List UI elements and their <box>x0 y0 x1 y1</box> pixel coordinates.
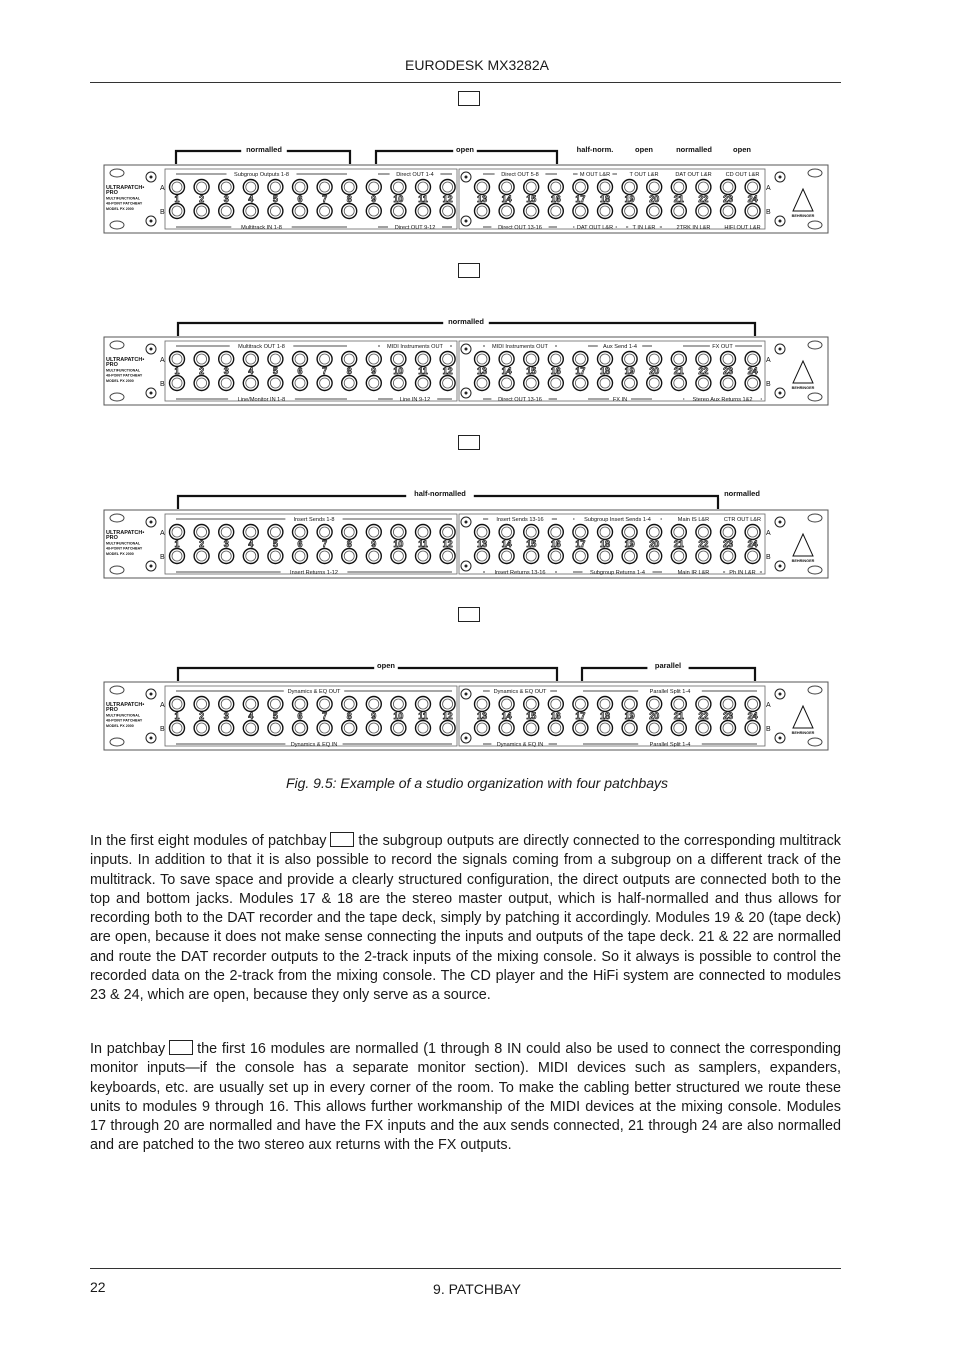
row-letter-b: B <box>160 209 165 216</box>
jack-number: 14 <box>501 539 512 549</box>
brand-text: 48-POINT PATCHBAY <box>106 373 143 378</box>
brand-text: 48-POINT PATCHBAY <box>106 718 143 723</box>
jack-number: 18 <box>599 366 611 376</box>
screw-center <box>779 693 782 696</box>
logo-text: BEHRINGER <box>791 214 815 218</box>
group-label: half-norm. <box>576 145 614 154</box>
jack-number: 4 <box>248 539 254 549</box>
jack-number: 24 <box>747 539 758 549</box>
row-letter-a: A <box>766 530 771 537</box>
screw-center <box>465 220 468 223</box>
jack-number: 23 <box>722 539 734 549</box>
screw-center <box>465 348 468 351</box>
jack-group-label: Direct OUT 5-8 <box>501 172 539 178</box>
screw-center <box>779 176 782 179</box>
jack-number: 15 <box>526 711 537 721</box>
jack-number: 22 <box>698 539 709 549</box>
jack-number: 13 <box>476 366 488 376</box>
jack-group-label: Subgroup Returns 1-4 <box>589 570 646 576</box>
screw-center <box>779 220 782 223</box>
jack-group-label: Multitrack IN 1-8 <box>241 225 282 231</box>
jack-number: 20 <box>649 194 660 204</box>
jack-group-label: T IN L&R <box>632 225 656 231</box>
jack-number: 8 <box>346 539 352 549</box>
screw-center <box>465 693 468 696</box>
brand-text: PRO <box>106 535 118 542</box>
jack-group-label: MIDI Instruments OUT <box>492 344 548 350</box>
logo-text: BEHRINGER <box>791 386 815 390</box>
jack-number: 21 <box>673 194 684 204</box>
jack-number: 11 <box>418 539 428 549</box>
jack-number: 23 <box>722 194 734 204</box>
jack-group-label: Dynamics & EQ IN <box>496 742 544 748</box>
jack-number: 18 <box>599 711 611 721</box>
jack-number: 5 <box>272 539 278 549</box>
jack-number: 5 <box>272 366 278 376</box>
jack-number: 15 <box>526 366 537 376</box>
group-bracket <box>178 668 557 681</box>
jack-group-label: Direct OUT 1-4 <box>396 172 434 178</box>
jack-number: 4 <box>248 711 254 721</box>
jack-group-label: Insert Sends 13-16 <box>496 517 544 523</box>
jack-group-label: 2TRK IN L&R <box>676 225 711 231</box>
jack-number: 19 <box>624 366 635 376</box>
jack-number: 7 <box>322 539 328 549</box>
jack-number: 11 <box>418 366 428 376</box>
brand-text: MULTIFUNCTIONAL <box>106 196 141 201</box>
page-number: 22 <box>90 1279 106 1295</box>
jack-group-label: Direct OUT 13-16 <box>498 397 542 403</box>
jack-number: 9 <box>371 194 377 204</box>
screw-center <box>779 521 782 524</box>
jack-number: 19 <box>624 711 635 721</box>
jack-number: 1 <box>174 194 180 204</box>
jack-number: 8 <box>346 194 352 204</box>
brand-text: 48-POINT PATCHBAY <box>106 201 143 206</box>
screw-center <box>465 565 468 568</box>
screw-center <box>150 521 153 524</box>
paragraph-1-start: In the first eight modules of patchbay <box>90 833 327 849</box>
row-letter-a: A <box>160 530 165 537</box>
row-letter-b: B <box>160 726 165 733</box>
jack-number: 2 <box>199 539 205 549</box>
jack-number: 10 <box>393 194 404 204</box>
group-label: open <box>456 145 474 154</box>
jack-number: 12 <box>442 194 453 204</box>
jack-number: 24 <box>747 194 758 204</box>
jack-group-label: T OUT L&R <box>629 172 659 178</box>
jack-number: 11 <box>418 711 428 721</box>
jack-group-label: Parallel Split 1-4 <box>649 689 691 695</box>
jack-group-label: Line/Monitor IN 1-8 <box>237 397 286 403</box>
brand-text: ULTRAPATCH• <box>106 185 145 191</box>
logo-text: BEHRINGER <box>791 731 815 735</box>
jack-group-label: Subgroup Outputs 1-8 <box>233 172 290 178</box>
jack-number: 5 <box>272 711 278 721</box>
jack-number: 24 <box>747 711 758 721</box>
jack-number: 16 <box>550 194 561 204</box>
jack-number: 10 <box>393 366 404 376</box>
patchbay-panel <box>104 165 828 233</box>
jack-group-label: Dynamics & EQ OUT <box>287 689 341 695</box>
brand-text: ULTRAPATCH• <box>106 530 145 536</box>
patchbay-panel <box>104 682 828 750</box>
jack-number: 1 <box>174 539 180 549</box>
jack-number: 24 <box>747 366 758 376</box>
row-letter-b: B <box>766 209 771 216</box>
brand-text: MODEL PX 2000 <box>106 378 134 383</box>
jack-number: 7 <box>322 366 328 376</box>
screw-center <box>779 392 782 395</box>
jack-group-label: FX OUT <box>712 344 733 350</box>
paragraph-2-rest: the first 16 modules are normalled (1 through 8 IN could also be used to connect the corresponding monitor inputs—if the console has a separate monitor section). MIDI devices such as samplers, expanders, keyboards, etc. are usually set up in every corner of the room. To make the cabling better structured we route these units to modules 9 through 16. This allows further workmanship of the MIDI devices at the mixing console. Modules 17 through 20 are normalled and have the FX inputs and the aux sends connected, 21 through 24 are also normalled and are patched to the two stereo aux returns with the FX outputs. <box>90 1041 841 1154</box>
row-letter-a: A <box>766 702 771 709</box>
jack-number: 17 <box>575 194 586 204</box>
jack-number: 8 <box>346 711 352 721</box>
figure-caption: Fig. 9.5: Example of a studio organization with four patchbays <box>285 775 669 791</box>
jack-number: 6 <box>297 194 303 204</box>
jack-number: 2 <box>199 366 205 376</box>
row-letter-a: A <box>160 185 165 192</box>
brand-text: MULTIFUNCTIONAL <box>106 368 141 373</box>
inline-patchbay-box <box>330 832 354 847</box>
jack-number: 6 <box>297 366 303 376</box>
jack-number: 13 <box>476 711 488 721</box>
jack-group-label: DAT OUT L&R <box>576 225 614 231</box>
row-letter-b: B <box>766 381 771 388</box>
brand-text: ULTRAPATCH• <box>106 702 145 708</box>
paragraph-1 <box>90 832 841 1006</box>
row-letter-b: B <box>766 726 771 733</box>
jack-number: 19 <box>624 539 635 549</box>
jack-number: 13 <box>476 539 488 549</box>
jack-number: 20 <box>649 539 660 549</box>
jack-number: 21 <box>673 366 684 376</box>
jack-group-label: FX IN <box>612 397 628 403</box>
jack-number: 10 <box>393 711 404 721</box>
row-letter-b: B <box>766 554 771 561</box>
jack-number: 3 <box>223 194 229 204</box>
row-letter-a: A <box>766 357 771 364</box>
jack-number: 6 <box>297 539 303 549</box>
screw-center <box>465 392 468 395</box>
jack-group-label: Insert Sends 1-8 <box>293 517 335 523</box>
screw-center <box>465 737 468 740</box>
jack-number: 18 <box>599 539 611 549</box>
brand-text: MODEL PX 2000 <box>106 551 134 556</box>
jack-number: 5 <box>272 194 278 204</box>
logo-text: BEHRINGER <box>791 559 815 563</box>
jack-group-label: Direct OUT 9-12 <box>394 225 436 231</box>
jack-number: 17 <box>575 711 586 721</box>
jack-number: 17 <box>575 539 586 549</box>
jack-number: 21 <box>673 539 684 549</box>
jack-group-label: Stereo Aux Returns 1&2 <box>692 397 753 403</box>
screw-center <box>779 348 782 351</box>
jack-group-label: HIFI OUT L&R <box>724 225 761 231</box>
screw-center <box>150 693 153 696</box>
jack-number: 11 <box>418 194 428 204</box>
jack-number: 15 <box>526 539 537 549</box>
jack-number: 10 <box>393 539 404 549</box>
screw-center <box>150 348 153 351</box>
screw-center <box>465 521 468 524</box>
jack-number: 7 <box>322 711 328 721</box>
group-label: normalled <box>676 145 712 154</box>
jack-number: 9 <box>371 366 377 376</box>
jack-group-label: MIDI Instruments OUT <box>387 344 443 350</box>
jack-group-label: Dynamics & EQ IN <box>290 742 338 748</box>
screw-center <box>779 565 782 568</box>
jack-number: 9 <box>371 539 377 549</box>
jack-group-label: Parallel Split 1-4 <box>649 742 691 748</box>
jack-number: 3 <box>223 711 229 721</box>
jack-number: 17 <box>575 366 586 376</box>
jack-number: 22 <box>698 194 709 204</box>
group-label: normalled <box>724 489 760 498</box>
patchbay-panel <box>104 510 828 578</box>
jack-number: 16 <box>550 366 561 376</box>
brand-text: PRO <box>106 190 118 197</box>
screw-center <box>150 176 153 179</box>
row-letter-a: A <box>160 357 165 364</box>
footer-rule <box>90 1268 841 1269</box>
jack-group-label: Subgroup Insert Sends 1-4 <box>584 517 651 523</box>
jack-number: 23 <box>722 711 734 721</box>
jack-group-label: CD OUT L&R <box>725 172 760 178</box>
jack-number: 4 <box>248 366 254 376</box>
section-title: 9. PATCHBAY <box>433 1281 521 1297</box>
jack-group-label: CTR OUT L&R <box>723 517 762 523</box>
group-label: open <box>377 661 395 670</box>
jack-number: 20 <box>649 711 660 721</box>
screw-center <box>150 737 153 740</box>
group-label: parallel <box>654 661 682 670</box>
jack-number: 21 <box>673 711 684 721</box>
jack-group-label: Multitrack OUT 1-8 <box>238 344 285 350</box>
jack-number: 20 <box>649 366 660 376</box>
paragraph-2-start: In patchbay <box>90 1041 166 1057</box>
jack-number: 13 <box>476 194 488 204</box>
screw-center <box>150 220 153 223</box>
jack-group-label: Main IS L&R <box>677 517 710 523</box>
jack-number: 12 <box>442 539 453 549</box>
screw-center <box>150 392 153 395</box>
brand-text: MODEL PX 2000 <box>106 206 134 211</box>
jack-number: 16 <box>550 711 561 721</box>
jack-group-label: M OUT L&R <box>579 172 611 178</box>
inline-patchbay-box <box>169 1040 193 1055</box>
jack-group-label: Aux Send 1-4 <box>603 344 637 350</box>
brand-text: ULTRAPATCH• <box>106 357 145 363</box>
jack-number: 14 <box>501 194 512 204</box>
jack-number: 14 <box>501 711 512 721</box>
jack-number: 1 <box>174 711 180 721</box>
row-letter-a: A <box>160 702 165 709</box>
screw-center <box>465 176 468 179</box>
jack-group-label: Dynamics & EQ OUT <box>493 689 547 695</box>
jack-group-label: Ph IN L&R <box>729 570 756 576</box>
jack-number: 6 <box>297 711 303 721</box>
jack-number: 2 <box>199 194 205 204</box>
jack-number: 3 <box>223 539 229 549</box>
jack-group-label: Main IR L&R <box>677 570 710 576</box>
brand-text: PRO <box>106 362 118 369</box>
screw-center <box>779 737 782 740</box>
jack-number: 16 <box>550 539 561 549</box>
jack-group-label: DAT OUT L&R <box>675 172 712 178</box>
jack-number: 22 <box>698 711 709 721</box>
jack-group-label: Direct OUT 13-16 <box>498 225 542 231</box>
jack-number: 7 <box>322 194 328 204</box>
brand-text: MODEL PX 2000 <box>106 723 134 728</box>
row-letter-b: B <box>160 554 165 561</box>
jack-number: 1 <box>174 366 180 376</box>
jack-number: 19 <box>624 194 635 204</box>
jack-number: 12 <box>442 366 453 376</box>
jack-number: 3 <box>223 366 229 376</box>
row-letter-a: A <box>766 185 771 192</box>
jack-number: 2 <box>199 711 205 721</box>
paragraph-1-rest: the subgroup outputs are directly connected to the corresponding multitrack inputs. In addition to that it is also possible to record the signals coming from a subgroup on a different track of the multitrack. To save space and provide a clearly structured configuration, the direct outputs are connected both to the top and bottom jacks. Modules 17 & 18 are the stereo master output, which is half-normalled and thus allows for recording both to the DAT recorder and the tape deck, simply by patching it accordingly. Modules 19 & 20 (tape deck) are open, because it does not make sense connecting the inputs and outputs of the tape deck. 21 & 22 are normalled and route the DAT recorder outputs to the 2-track inputs of the mixing console. So it always is possible to control the recorded data on the 2-track from the mixing console. The CD player and the HiFi system are connected to modules 23 & 24, which are open, because they only serve as a source. <box>90 833 841 1004</box>
group-label: normalled <box>246 145 282 154</box>
jack-group-label: Insert Returns 13-16 <box>494 570 546 576</box>
jack-number: 9 <box>371 711 377 721</box>
jack-number: 8 <box>346 366 352 376</box>
header-title: EURODESK MX3282A <box>405 57 549 73</box>
screw-center <box>150 565 153 568</box>
jack-group-label: Line IN 9-12 <box>399 397 431 403</box>
paragraph-2 <box>90 1040 841 1156</box>
group-label: open <box>733 145 751 154</box>
jack-group-label: Insert Returns 1-12 <box>290 570 338 576</box>
jack-number: 23 <box>722 366 734 376</box>
brand-text: PRO <box>106 707 118 714</box>
brand-text: 48-POINT PATCHBAY <box>106 546 143 551</box>
jack-number: 22 <box>698 366 709 376</box>
jack-number: 18 <box>599 194 611 204</box>
jack-number: 15 <box>526 194 537 204</box>
jack-number: 4 <box>248 194 254 204</box>
jack-number: 14 <box>501 366 512 376</box>
brand-text: MULTIFUNCTIONAL <box>106 713 141 718</box>
brand-text: MULTIFUNCTIONAL <box>106 541 141 546</box>
row-letter-b: B <box>160 381 165 388</box>
jack-number: 12 <box>442 711 453 721</box>
group-label: half-normalled <box>414 489 466 498</box>
group-label: normalled <box>448 317 484 326</box>
group-label: open <box>635 145 653 154</box>
